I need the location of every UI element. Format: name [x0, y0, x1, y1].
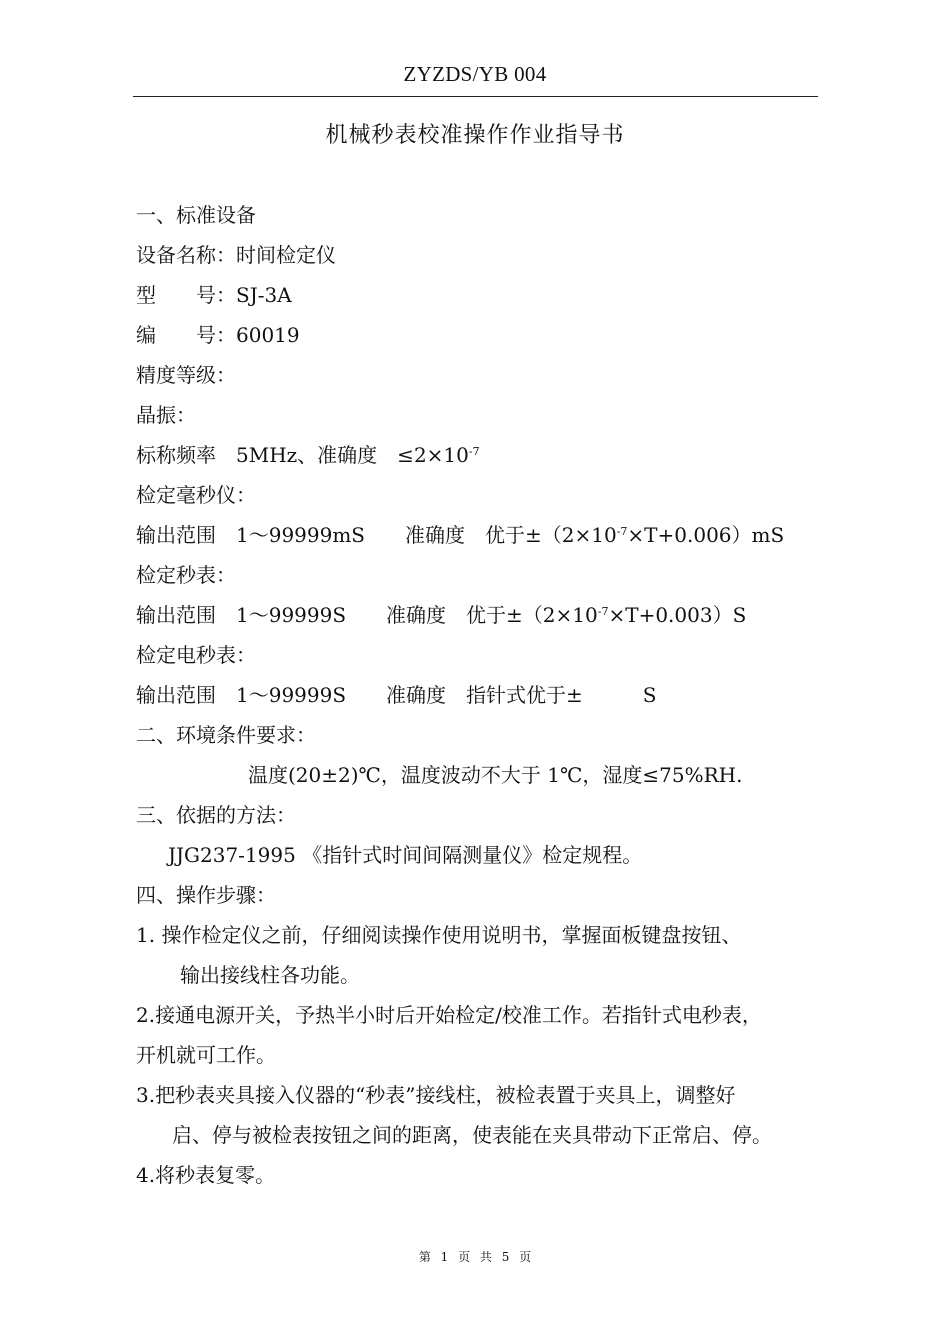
step-2-line-1: 2.接通电源开关，予热半小时后开始检定/校准工作。若指针式电秒表，	[136, 1003, 762, 1027]
section2-heading: 二、环境条件要求：	[136, 723, 316, 747]
device-serial: 编 号：60019	[136, 323, 300, 347]
crystal-label: 晶振：	[136, 403, 196, 427]
sw-range-text: 输出范围 1～99999S 准确度 优于±（2×10	[136, 603, 598, 627]
sw-range-exponent: -7	[597, 605, 609, 618]
step-3-line-2: 启、停与被检表按钮之间的距离，使表能在夹具带动下正常启、停。	[172, 1123, 772, 1147]
step-1-line-1: 1. 操作检定仪之前，仔细阅读操作使用说明书，掌握面板键盘按钮、	[136, 923, 742, 947]
header-divider	[133, 96, 818, 97]
document-code: ZYZDS/YB 004	[403, 62, 547, 86]
section4-heading: 四、操作步骤：	[136, 883, 276, 907]
step-1-line-2: 输出接线柱各功能。	[180, 963, 360, 987]
step-4: 4.将秒表复零。	[136, 1163, 276, 1187]
electric-stopwatch-range: 输出范围 1～99999S 准确度 指针式优于± S	[136, 683, 657, 707]
environment-conditions: 温度(20±2)℃，温度波动不大于 1℃，湿度≤75%RH.	[248, 763, 743, 787]
device-model: 型 号：SJ-3A	[136, 283, 292, 307]
ms-range-text: 输出范围 1～99999mS 准确度 优于±（2×10	[136, 523, 617, 547]
step-2-line-2: 开机就可工作。	[136, 1043, 276, 1067]
nominal-frequency-line	[136, 442, 480, 472]
nominal-frequency-exponent: -7	[468, 445, 480, 458]
nominal-frequency-text: 标称频率 5MHz、准确度 ≤2×10	[136, 443, 469, 467]
stopwatch-range-line	[136, 602, 746, 632]
accuracy-grade: 精度等级：	[136, 363, 236, 387]
electric-stopwatch-heading: 检定电秒表：	[136, 643, 256, 667]
method-reference: JJG237-1995 《指针式时间间隔测量仪》检定规程。	[168, 843, 643, 867]
sw-range-tail: ×T+0.003）S	[608, 603, 747, 627]
section3-heading: 三、依据的方法：	[136, 803, 296, 827]
ms-range-tail: ×T+0.006）mS	[627, 523, 785, 547]
device-name: 设备名称：时间检定仪	[136, 243, 336, 267]
document-title: 机械秒表校准操作作业指导书	[325, 123, 625, 148]
step-3-line-1: 3.把秒表夹具接入仪器的“秒表”接线柱，被检表置于夹具上，调整好	[136, 1083, 736, 1107]
stopwatch-heading: 检定秒表：	[136, 563, 236, 587]
ms-meter-heading: 检定毫秒仪：	[136, 483, 256, 507]
page-footer: 第 1 页 共 5 页	[418, 1250, 532, 1264]
ms-range-exponent: -7	[616, 525, 628, 538]
section1-heading: 一、标准设备	[136, 203, 256, 227]
ms-meter-range-line	[136, 522, 784, 552]
